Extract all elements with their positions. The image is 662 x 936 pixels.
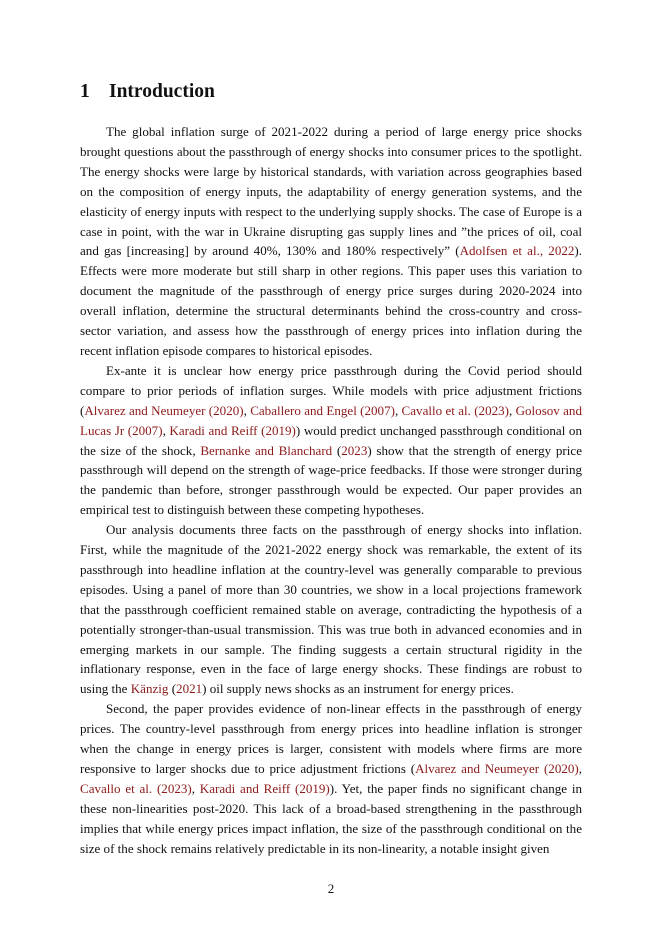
citation-link[interactable]: Karadi and Reiff (2019) [169, 422, 296, 438]
citation-link[interactable]: Alvarez and Neumeyer (2020) [84, 402, 244, 418]
paragraph-text: , [578, 761, 582, 776]
citation-link[interactable]: Cavallo et al. (2023) [80, 780, 192, 796]
paper-page [80, 78, 582, 859]
citation-link[interactable]: 2023 [341, 442, 368, 458]
paragraph-text: , [509, 402, 516, 418]
section-heading [80, 78, 582, 106]
paragraph-2 [80, 361, 582, 520]
citation-link[interactable]: Golosov and Lucas Jr (2007) [80, 402, 582, 438]
paragraph-text: , [162, 422, 170, 438]
paragraph-text: , [394, 402, 402, 418]
page-number: 2 [327, 881, 335, 896]
paragraph-4 [80, 699, 582, 858]
paragraph-text: , [243, 402, 251, 418]
citation-link[interactable]: Adolfsen et al., 2022 [459, 243, 575, 259]
section-number: 1 [80, 81, 90, 102]
paragraph-text: ) show that the strength of energy price passthrough will depend on the strength of wage-price feedbacks. If those were stronger during the pandemic than before, stronger passthrough would be expected. Our paper provides an empirical test to distinguish between these competing hypotheses. [80, 442, 582, 518]
paragraph-text: Ex-ante it is unclear how energy price passthrough during the Covid period should compare to prior periods of inflation surges. While models with price adjustment frictions ( [80, 362, 582, 418]
citation-link[interactable]: Cavallo et al. (2023) [401, 402, 509, 418]
paragraph-3 [80, 520, 582, 699]
paragraph-text: ( [332, 442, 342, 458]
citation-link[interactable]: Caballero and Engel (2007) [250, 402, 395, 418]
paragraph-text: ) oil supply news shocks as an instrument for energy prices. [202, 681, 514, 697]
citation-link[interactable]: Alvarez and Neumeyer (2020) [415, 761, 579, 776]
citation-link[interactable]: Bernanke and Blanchard [200, 442, 333, 458]
citation-link[interactable]: 2021 [176, 681, 203, 697]
paragraph-text: The global inflation surge of 2021-2022 during a period of large energy price shocks brought questions about the passthrough of energy shocks into consumer prices to the spotlight. The energy shocks were large by historical standards, with variation across geographies based on the composition of energy inputs, the adaptability of energy generation systems, and the elasticity of energy inputs with respect to the underlying supply shocks. The case of Europe is a case in point, with the war in Ukraine disrupting gas supply lines and ”the prices of oil, coal and gas [increasing] by around 40%, 130% and 180% respectively” ( [80, 124, 582, 259]
paragraph-text: ). Yet, the paper finds no significant change in these non-linearities post-2020. This lack of a broad-based strengthening in the passthrough implies that while energy prices impact inflation, the size of the passthrough conditional on the size of the shock remains relatively predictable in its non-linearity, a notable insight given [80, 780, 582, 856]
citation-link[interactable]: Känzig [130, 681, 169, 697]
paragraph-text: Our analysis documents three facts on the passthrough of energy shocks into inflation. First, while the magnitude of the 2021-2022 energy shock was remarkable, the extent of its passthrough into headline inflation at the country-level was generally comparable to previous episodes. Using a panel of more than 30 countries, we show in a local projections framework that the passthrough coefficient remained stable on average, contradicting the hypothesis of a potentially stronger-than-usual transmission. This was true both in advanced economies and in emerging markets in our sample. The finding suggests a certain structural rigidity in the inflationary response, even in the face of large energy shocks. These findings are robust to using the [80, 522, 582, 697]
paragraph-text: ). Effects were more moderate but still sharp in other regions. This paper uses this variation to document the magnitude of the passthrough of energy price surges during 2020-2024 into overall inflation, determine the structural determinants behind the cross-country and cross-sector variation, and assess how the passthrough of energy prices into inflation during the recent inflation episode compares to historical episodes. [80, 243, 582, 358]
paragraph-text: , [191, 780, 200, 796]
paragraph-text: ( [168, 681, 177, 697]
paragraph-text: Second, the paper provides evidence of non-linear effects in the passthrough of energy prices. The country-level passthrough from energy prices into headline inflation is stronger when the change in energy prices is larger, consistent with models where firms are more responsive to larger shocks due to price adjustment frictions ( [80, 701, 582, 776]
citation-link[interactable]: Karadi and Reiff (2019) [199, 780, 330, 796]
paragraph-1 [80, 122, 582, 361]
paragraph-text: ) would predict unchanged passthrough conditional on the size of the shock, [80, 422, 582, 458]
section-title: Introduction [109, 81, 215, 102]
